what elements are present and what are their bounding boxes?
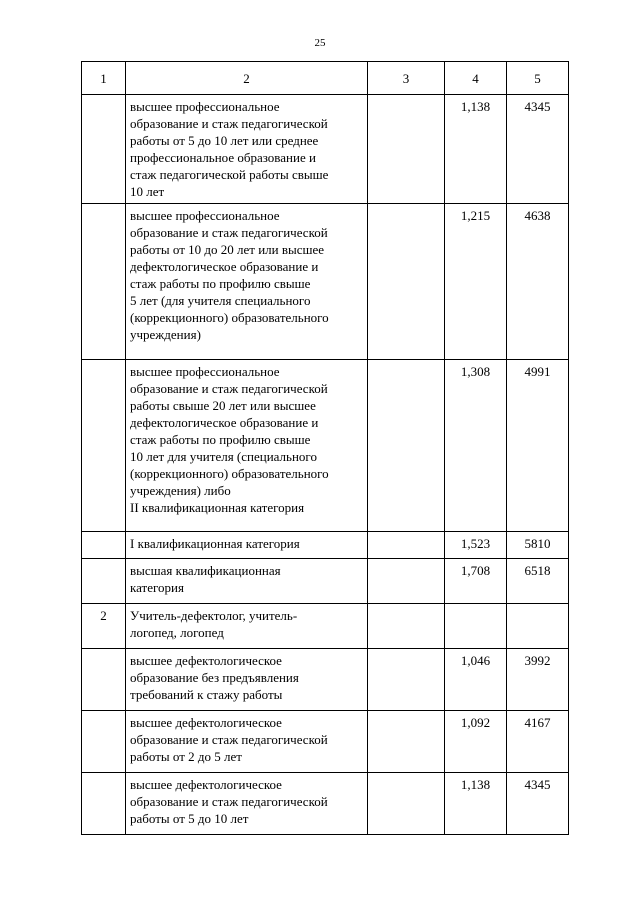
description-cell bbox=[126, 649, 368, 711]
table-row bbox=[82, 604, 569, 649]
description-cell bbox=[126, 711, 368, 773]
description-cell bbox=[126, 773, 368, 835]
description-line: работы свыше 20 лет или высшее bbox=[130, 398, 316, 413]
coefficient-cell: 1,138 bbox=[445, 95, 507, 204]
description-cell bbox=[126, 360, 368, 532]
row-number-cell bbox=[82, 95, 126, 204]
coefficient-cell: 1,708 bbox=[445, 559, 507, 604]
description-line: работы от 2 до 5 лет bbox=[130, 749, 242, 764]
table-row bbox=[82, 773, 569, 835]
coefficient-cell: 1,523 bbox=[445, 532, 507, 559]
page-number: 25 bbox=[314, 37, 326, 49]
row-number-cell bbox=[82, 649, 126, 711]
salary-cell: 4345 bbox=[507, 95, 569, 204]
row-number-cell bbox=[82, 711, 126, 773]
description-cell bbox=[126, 559, 368, 604]
salary-cell: 4991 bbox=[507, 360, 569, 532]
column3-cell bbox=[368, 649, 445, 711]
description-line: высшее профессиональное bbox=[130, 99, 280, 114]
description-line: образование без предъявления bbox=[130, 670, 299, 685]
description-line: высшее дефектологическое bbox=[130, 653, 282, 668]
description-line: образование и стаж педагогической bbox=[130, 732, 328, 747]
column3-cell bbox=[368, 204, 445, 360]
description-cell bbox=[126, 95, 368, 204]
description-line: (коррекционного) образовательного bbox=[130, 310, 329, 325]
description-line: 10 лет для учителя (специального bbox=[130, 449, 317, 464]
header-cell: 1 bbox=[82, 62, 126, 95]
description-line: стаж работы по профилю свыше bbox=[130, 276, 311, 291]
header-cell: 2 bbox=[126, 62, 368, 95]
row-number-cell bbox=[82, 204, 126, 360]
description-line: 5 лет (для учителя специального bbox=[130, 293, 311, 308]
column3-cell bbox=[368, 559, 445, 604]
header-cell: 4 bbox=[445, 62, 507, 95]
column3-cell bbox=[368, 773, 445, 835]
description-line: II квалификационная категория bbox=[130, 500, 305, 515]
column3-cell bbox=[368, 711, 445, 773]
description-line: образование и стаж педагогической bbox=[130, 381, 328, 396]
description-line: высшее дефектологическое bbox=[130, 777, 282, 792]
coefficient-cell: 1,138 bbox=[445, 773, 507, 835]
table-row bbox=[82, 532, 569, 559]
description-line: образование и стаж педагогической bbox=[130, 116, 328, 131]
description-line: образование и стаж педагогической bbox=[130, 225, 328, 240]
description-line: дефектологическое образование и bbox=[130, 259, 319, 274]
salary-cell: 4345 bbox=[507, 773, 569, 835]
column3-cell bbox=[368, 532, 445, 559]
description-line: высшее дефектологическое bbox=[130, 715, 282, 730]
description-line: стаж педагогической работы свыше bbox=[130, 167, 329, 182]
description-line: стаж работы по профилю свыше bbox=[130, 432, 311, 447]
salary-cell: 4167 bbox=[507, 711, 569, 773]
coefficient-cell: 1,046 bbox=[445, 649, 507, 711]
header-cell: 3 bbox=[368, 62, 445, 95]
row-number-cell: 2 bbox=[82, 604, 126, 649]
header-cell: 5 bbox=[507, 62, 569, 95]
description-line: высшее профессиональное bbox=[130, 208, 280, 223]
description-line: профессиональное образование и bbox=[130, 150, 316, 165]
salary-table bbox=[81, 61, 569, 835]
table-row bbox=[82, 360, 569, 532]
description-line: образование и стаж педагогической bbox=[130, 794, 328, 809]
salary-cell: 5810 bbox=[507, 532, 569, 559]
table-header-row bbox=[82, 62, 569, 95]
description-line: высшее профессиональное bbox=[130, 364, 280, 379]
description-line: работы от 10 до 20 лет или высшее bbox=[130, 242, 325, 257]
column3-cell bbox=[368, 95, 445, 204]
row-number-cell bbox=[82, 559, 126, 604]
table-row bbox=[82, 204, 569, 360]
salary-cell bbox=[507, 604, 569, 649]
description-cell bbox=[126, 604, 368, 649]
coefficient-cell: 1,092 bbox=[445, 711, 507, 773]
description-line: работы от 5 до 10 лет или среднее bbox=[130, 133, 319, 148]
coefficient-cell bbox=[445, 604, 507, 649]
description-cell bbox=[126, 204, 368, 360]
table-row bbox=[82, 95, 569, 204]
row-number-cell bbox=[82, 532, 126, 559]
coefficient-cell: 1,308 bbox=[445, 360, 507, 532]
description-line: I квалификационная категория bbox=[130, 536, 300, 551]
salary-cell: 3992 bbox=[507, 649, 569, 711]
description-line: категория bbox=[130, 580, 184, 595]
description-line: дефектологическое образование и bbox=[130, 415, 319, 430]
description-line: требований к стажу работы bbox=[130, 687, 283, 702]
description-line: 10 лет bbox=[130, 184, 165, 199]
table-row bbox=[82, 649, 569, 711]
row-number-cell bbox=[82, 773, 126, 835]
description-cell bbox=[126, 532, 368, 559]
description-line: Учитель-дефектолог, учитель- bbox=[130, 608, 298, 623]
coefficient-cell: 1,215 bbox=[445, 204, 507, 360]
description-line: учреждения) bbox=[130, 327, 201, 342]
description-line: работы от 5 до 10 лет bbox=[130, 811, 249, 826]
table-row bbox=[82, 711, 569, 773]
row-number-cell bbox=[82, 360, 126, 532]
description-line: (коррекционного) образовательного bbox=[130, 466, 329, 481]
description-line: высшая квалификационная bbox=[130, 563, 281, 578]
column3-cell bbox=[368, 604, 445, 649]
description-line: учреждения) либо bbox=[130, 483, 231, 498]
table-row bbox=[82, 559, 569, 604]
description-line: логопед, логопед bbox=[130, 625, 224, 640]
salary-cell: 4638 bbox=[507, 204, 569, 360]
salary-cell: 6518 bbox=[507, 559, 569, 604]
column3-cell bbox=[368, 360, 445, 532]
